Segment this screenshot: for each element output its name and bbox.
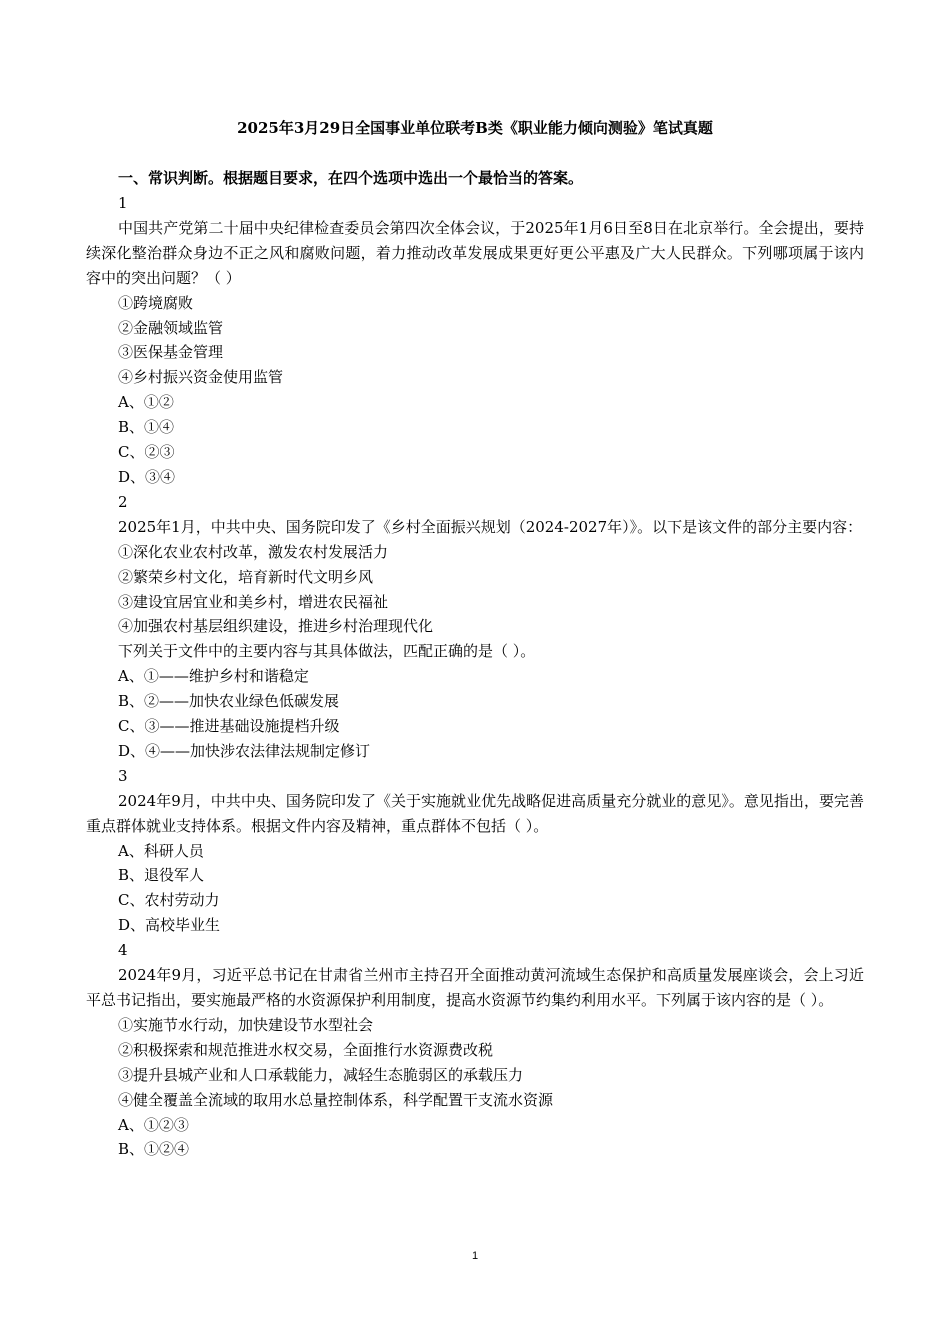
- question-item: ②金融领域监管: [118, 318, 224, 337]
- question-list: [86, 191, 864, 1162]
- answer-option: B、①④: [118, 418, 175, 437]
- question-item: ①跨境腐败: [118, 293, 194, 312]
- question-item: ①深化农业农村改革，激发农村发展活力: [118, 542, 389, 561]
- question-prompt: 下列关于文件中的主要内容与其具体做法，匹配正确的是（ ）。: [118, 642, 536, 661]
- answer-option: C、②③: [118, 443, 175, 462]
- question-number: 3: [118, 766, 128, 785]
- question-stem: 中国共产党第二十届中央纪律检查委员会第四次全体会议，于2025年1月6日至8日在北京举行。全会提出，要持续深化整治群众身边不正之风和腐败问题，着力推动改革发展成果更好更公平惠及广大人民群众。下列哪项属于该内容中的突出问题？（ ）: [86, 218, 864, 287]
- question-stem: 2025年1月，中共中央、国务院印发了《乡村全面振兴规划（2024-2027年）》。以下是该文件的部分主要内容：: [118, 517, 863, 536]
- answer-option: B、②——加快农业绿色低碳发展: [118, 692, 340, 711]
- answer-option: A、科研人员: [118, 841, 204, 860]
- document-title: 2025年3月29日全国事业单位联考B类《职业能力倾向测验》笔试真题: [237, 119, 713, 137]
- answer-option: A、①②③: [118, 1115, 189, 1134]
- question-item: ②繁荣乡村文化，培育新时代文明乡风: [118, 567, 374, 586]
- question-number: 4: [118, 941, 128, 960]
- answer-option: A、①——维护乡村和谐稳定: [118, 667, 309, 686]
- question-item: ③建设宜居宜业和美乡村，增进农民福祉: [118, 592, 389, 611]
- question-stem: 2024年9月，习近平总书记在甘肃省兰州市主持召开全面推动黄河流域生态保护和高质量发展座谈会，会上习近平总书记指出，要实施最严格的水资源保护利用制度，提高水资源节约集约利用水平。下列属于该内容的是（ ）。: [86, 966, 864, 1009]
- answer-option: D、③④: [118, 467, 176, 486]
- page-number: 1: [471, 1250, 479, 1262]
- question-item: ④加强农村基层组织建设，推进乡村治理现代化: [118, 617, 434, 636]
- answer-option: B、①②④: [118, 1140, 190, 1159]
- answer-option: B、退役军人: [118, 866, 205, 885]
- question-number: 1: [118, 194, 128, 212]
- question-item: ③医保基金管理: [118, 343, 224, 362]
- answer-option: C、③——推进基础设施提档升级: [118, 717, 340, 736]
- section-heading: 一、常识判断。根据题目要求，在四个选项中选出一个最恰当的答案。: [118, 169, 584, 187]
- question-item: ④乡村振兴资金使用监管: [118, 368, 284, 387]
- question-item: ④健全覆盖全流域的取用水总量控制体系，科学配置干支流水资源: [118, 1090, 554, 1109]
- question-number: 2: [118, 492, 128, 511]
- answer-option: D、高校毕业生: [118, 916, 221, 935]
- question-item: ②积极探索和规范推进水权交易，全面推行水资源费改税: [118, 1040, 494, 1059]
- question-stem: 2024年9月，中共中央、国务院印发了《关于实施就业优先战略促进高质量充分就业的意见》。意见指出，要完善重点群体就业支持体系。根据文件内容及精神，重点群体不包括（ ）。: [86, 791, 864, 835]
- question-item: ①实施节水行动，加快建设节水型社会: [118, 1015, 374, 1034]
- answer-option: D、④——加快涉农法律法规制定修订: [118, 741, 371, 760]
- question-item: ③提升县城产业和人口承载能力，减轻生态脆弱区的承载压力: [118, 1065, 524, 1084]
- answer-option: A、①②: [118, 393, 174, 412]
- answer-option: C、农村劳动力: [118, 891, 220, 910]
